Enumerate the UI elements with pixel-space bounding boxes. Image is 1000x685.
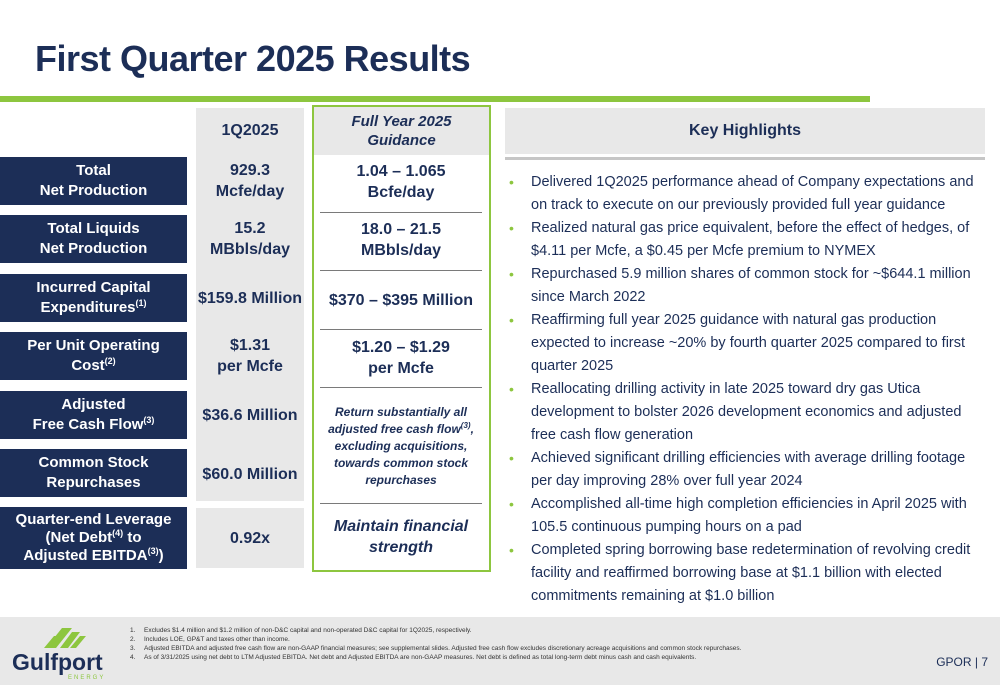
label-text: (Net Debt: [45, 529, 113, 546]
metric-label-total-net-production: [0, 157, 187, 205]
metric-label-operating-cost: [0, 332, 187, 380]
highlight-item: • Reallocating drilling activity in late 2025 toward dry gas Utica development to bolster 2026 development economics and adjusted free cash flow generation: [507, 378, 985, 447]
footnote-ref: (3): [143, 415, 155, 425]
footnote-text: Adjusted EBITDA and adjusted free cash flow are non-GAAP financial measures; see supplemental slides. Adjusted free cash flow excludes discretionary acreage acquisitions and common stock repurchases.: [144, 645, 742, 652]
metric-label-line: [0, 415, 187, 435]
key-highlights-header: [505, 108, 985, 154]
value-line: $159.8 Million: [197, 289, 303, 307]
logo-mark-icon: [44, 628, 86, 648]
value-line: $36.6 Million: [202, 406, 298, 424]
value-line: 18.0 – 21.5: [360, 221, 442, 238]
quarter-column-header: [196, 108, 304, 154]
value-line: $1.20 – $1.29: [352, 339, 450, 356]
value-unit: per Mcfe: [217, 358, 283, 375]
metric-label-line: Incurred Capital: [36, 279, 151, 296]
value-unit: MBbls/day: [209, 241, 290, 258]
footnote-number: 1.: [130, 627, 136, 634]
title-accent-bar: [0, 96, 870, 102]
metric-label-line: Common Stock: [38, 454, 149, 471]
footnote-text: Excludes $1.4 million and $1.2 million of non-D&C capital and non-operated D&C capital for 1Q2025, respectively.: [144, 627, 472, 634]
label-text: Adjusted EBITDA: [23, 547, 148, 564]
guidance-value-fcf-repurchases: [320, 396, 482, 496]
quarter-header-text: 1Q2025: [221, 122, 279, 139]
guidance-value-leverage: [320, 508, 482, 566]
guidance-text: ,: [470, 421, 474, 436]
quarter-value-operating-cost: [196, 332, 304, 380]
quarter-value-total-net-production: [196, 157, 304, 205]
metric-label-line: Net Production: [39, 240, 148, 257]
quarter-value-total-liquids: [196, 215, 304, 263]
guidance-divider: [320, 503, 482, 504]
value-line: 929.3: [229, 162, 271, 179]
metric-label-line: [0, 529, 187, 547]
highlight-item: • Delivered 1Q2025 performance ahead of Company expectations and on track to execute on our previously provided full year guidance: [507, 171, 985, 217]
label-text: ): [158, 547, 164, 564]
key-highlights-rule: [505, 157, 985, 160]
logo-wordmark: Gulfport: [12, 649, 103, 675]
value-unit: per Mcfe: [368, 360, 434, 377]
metric-label-total-liquids: [0, 215, 187, 263]
label-text: Free Cash Flow: [32, 416, 144, 433]
quarter-value-adjusted-fcf: [196, 391, 304, 439]
quarter-value-capital-expenditures: [196, 274, 304, 322]
metric-label-line: Repurchases: [46, 474, 141, 491]
value-unit: Mcfe/day: [215, 183, 285, 200]
guidance-text-line: towards common stock: [333, 455, 469, 470]
highlight-item: • Achieved significant drilling efficiencies with average drilling footage per day improving 28% over full year 2024: [507, 447, 985, 493]
metric-label-leverage: [0, 507, 187, 569]
metric-label-line: Total: [76, 162, 111, 179]
label-text: Cost: [71, 357, 105, 374]
footnote-text: Includes LOE, GP&T and taxes other than income.: [144, 636, 290, 643]
value-line: 1.04 – 1.065: [356, 163, 446, 180]
label-text: Expenditures: [40, 299, 136, 316]
footnote-ref: (3): [460, 420, 471, 430]
footnote-number: 3.: [130, 645, 136, 652]
highlight-item: • Completed spring borrowing base redetermination of revolving credit facility and reaffirmed borrowing base at $1.1 billion with elected commitments remaining at $1.0 billion: [507, 539, 985, 608]
guidance-text-line: [328, 421, 474, 438]
guidance-header-line1: Full Year 2025: [351, 113, 452, 130]
highlight-item: • Accomplished all-time high completion efficiencies in April 2025 with 105.5 continuous pumping hours on a pad: [507, 493, 985, 539]
value-line: strength: [369, 539, 433, 556]
guidance-header-line2: Guidance: [367, 132, 436, 149]
footnote-number: 2.: [130, 636, 136, 643]
guidance-value-total-net-production: [320, 157, 482, 207]
guidance-text-line: excluding acquisitions,: [334, 438, 468, 453]
guidance-column-header: [314, 107, 489, 155]
footnote-ref: (2): [104, 356, 116, 366]
logo-tagline: ENERGY: [68, 675, 105, 680]
metric-label-line: [0, 547, 187, 565]
highlight-item: • Reaffirming full year 2025 guidance with natural gas production expected to increase ~20% by fourth quarter 2025 compared to first quarter 2025: [507, 309, 985, 378]
guidance-divider: [320, 270, 482, 271]
quarter-value-leverage: [196, 508, 304, 568]
gulfport-logo: [10, 626, 105, 680]
key-highlights-title: Key Highlights: [688, 122, 801, 139]
metric-label-line: Adjusted: [61, 396, 126, 413]
metric-label-line: Quarter-end Leverage: [15, 511, 172, 528]
highlight-item: • Repurchased 5.9 million shares of common stock for ~$644.1 million since March 2022: [507, 263, 985, 309]
metric-label-line: [0, 356, 187, 376]
guidance-divider: [320, 212, 482, 213]
guidance-text-line: repurchases: [365, 472, 437, 487]
page-title: First Quarter 2025 Results: [35, 38, 471, 79]
footnote-ref: (4): [112, 528, 124, 538]
guidance-value-total-liquids: [320, 215, 482, 265]
label-text: to: [123, 529, 142, 546]
guidance-text-line: Return substantially all: [334, 404, 468, 419]
footnote-text: As of 3/31/2025 using net debt to LTM Adjusted EBITDA. Net debt and Adjusted EBITDA are non-GAAP measures. Net debt is defined as total long-term debt minus cash and cash equivalents.: [144, 654, 697, 661]
guidance-text: adjusted free cash flow: [328, 421, 461, 436]
footnote-ref: (1): [135, 298, 147, 308]
footnote-ref: (3): [147, 546, 159, 556]
guidance-value-capital-expenditures: [320, 274, 482, 326]
metric-label-line: Net Production: [39, 182, 148, 199]
guidance-divider: [320, 329, 482, 330]
metric-label-line: Total Liquids: [47, 220, 140, 237]
value-line: Maintain financial: [333, 518, 469, 535]
value-line: $370 – $395 Million: [328, 291, 474, 309]
metric-label-line: Per Unit Operating: [27, 337, 160, 354]
guidance-value-operating-cost: [320, 332, 482, 384]
value-line: $60.0 Million: [202, 465, 298, 483]
highlight-item: • Realized natural gas price equivalent, before the effect of hedges, of $4.11 per Mcfe, a $0.45 per Mcfe premium to NYMEX: [507, 217, 985, 263]
footnote-number: 4.: [130, 654, 136, 661]
page-number: GPOR | 7: [936, 655, 988, 669]
guidance-divider: [320, 387, 482, 388]
value-line: 0.92x: [229, 529, 271, 547]
metric-label-stock-repurchases: [0, 449, 187, 497]
metric-label-line: [0, 298, 187, 318]
metric-label-adjusted-fcf: [0, 391, 187, 439]
quarter-value-stock-repurchases: [196, 449, 304, 499]
footnotes: [130, 626, 830, 662]
key-highlights-list: [507, 171, 985, 608]
footnote-item: [130, 644, 830, 653]
footnote-item: [130, 635, 830, 644]
footnote-item: [130, 653, 830, 662]
metric-label-capital-expenditures: [0, 274, 187, 322]
value-line: $1.31: [229, 337, 271, 354]
footnote-item: [130, 626, 830, 635]
value-unit: MBbls/day: [360, 242, 441, 259]
value-unit: Bcfe/day: [367, 184, 435, 201]
value-line: 15.2: [234, 220, 266, 237]
